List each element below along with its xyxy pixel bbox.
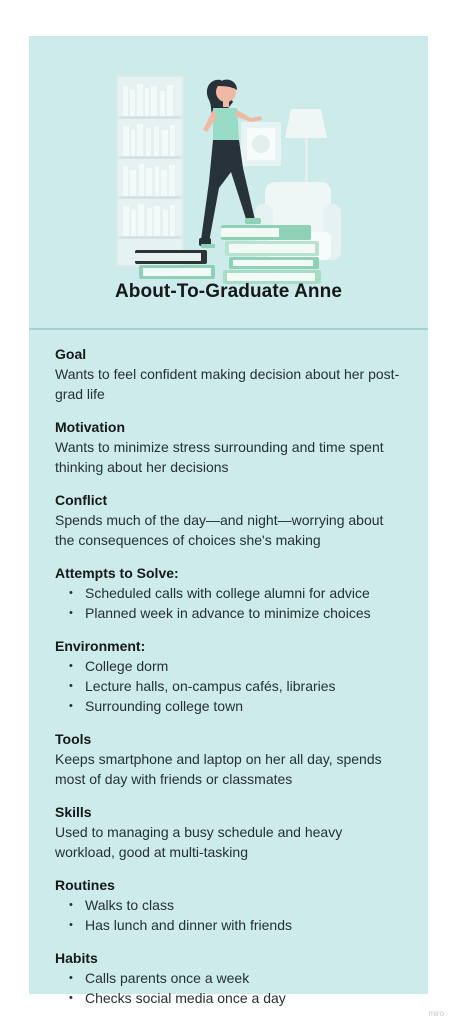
list-item: • Lecture halls, on-campus cafés, libraries — [69, 676, 405, 696]
section-routines — [55, 875, 405, 935]
persona-details — [55, 344, 405, 1021]
section-heading: Habits — [55, 950, 98, 966]
persona-illustration — [105, 64, 345, 290]
section-heading: Tools — [55, 731, 92, 747]
section-goal — [55, 344, 405, 404]
section-heading: Motivation — [55, 419, 125, 435]
persona-card — [29, 36, 428, 1006]
section-body: Keeps smartphone and laptop on her all day, spends most of day with friends or classmates — [55, 751, 382, 787]
bullet-list — [55, 968, 405, 1008]
section-attempts-to-solve — [55, 563, 405, 623]
list-item: • Walks to class — [69, 895, 405, 915]
section-conflict — [55, 490, 405, 550]
section-body: Used to managing a busy schedule and heavy workload, good at multi-tasking — [55, 824, 343, 860]
bullet-list — [55, 895, 405, 935]
section-body: Spends much of the day—and night—worrying about the consequences of choices she's making — [55, 512, 384, 548]
wall-frame-graphic — [241, 122, 281, 166]
section-heading: Skills — [55, 804, 92, 820]
section-motivation — [55, 417, 405, 477]
section-body: Wants to feel confident making decision about her post-grad life — [55, 366, 400, 402]
section-habits — [55, 948, 405, 1008]
list-item: • College dorm — [69, 656, 405, 676]
section-heading: Environment: — [55, 638, 146, 654]
section-tools — [55, 729, 405, 789]
section-environment — [55, 636, 405, 716]
section-skills — [55, 802, 405, 862]
persona-title: About-To-Graduate Anne — [114, 281, 342, 302]
list-item: • Calls parents once a week — [69, 968, 405, 988]
section-heading: Attempts to Solve: — [55, 565, 179, 581]
book-stack-right — [221, 225, 321, 284]
list-item: • Planned week in advance to minimize choices — [69, 603, 405, 623]
list-item: • Surrounding college town — [69, 696, 405, 716]
list-item: • Scheduled calls with college alumni for advice — [69, 583, 405, 603]
title-divider — [29, 328, 428, 330]
bullet-list — [55, 656, 405, 716]
bookshelf-graphic — [117, 76, 183, 266]
list-item: • Has lunch and dinner with friends — [69, 915, 405, 935]
bullet-list — [55, 583, 405, 623]
section-body: Wants to minimize stress surrounding and time spent thinking about her decisions — [55, 439, 384, 475]
section-heading: Routines — [55, 877, 115, 893]
section-heading: Conflict — [55, 492, 108, 508]
watermark: miro — [428, 1009, 444, 1018]
list-item: • Checks social media once a day — [69, 988, 405, 1008]
section-heading: Goal — [55, 346, 87, 362]
